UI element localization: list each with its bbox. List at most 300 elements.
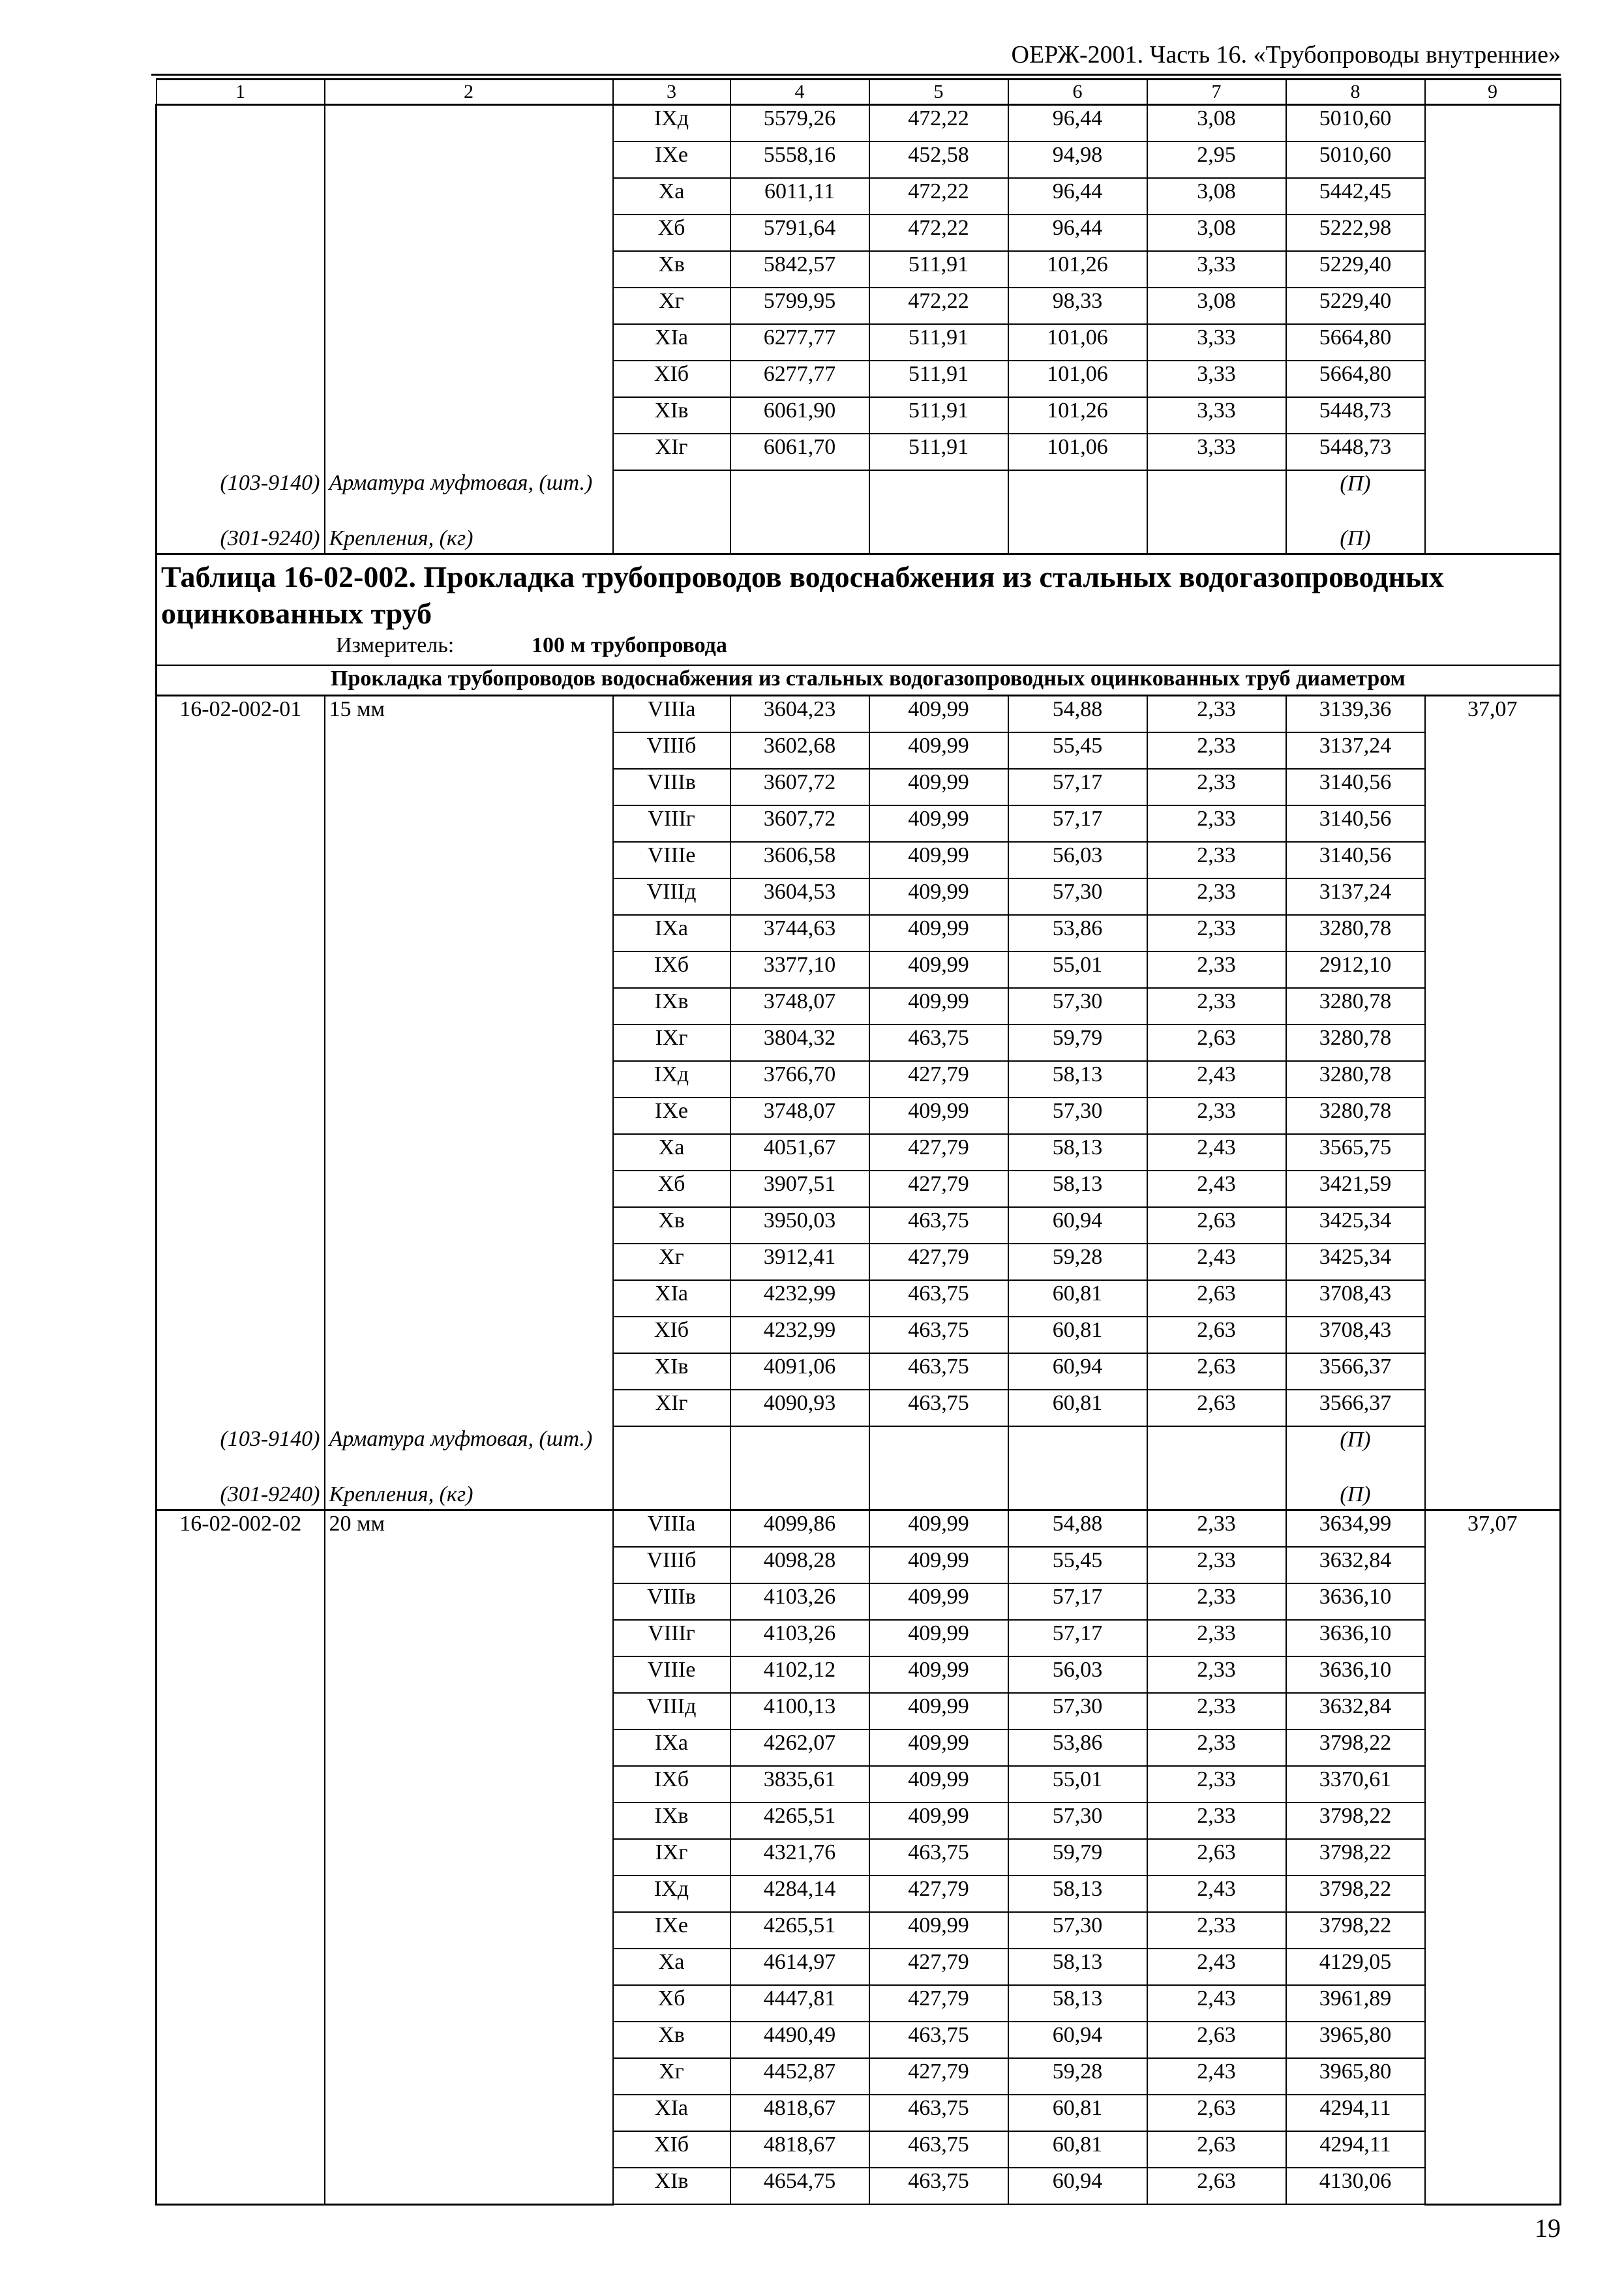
table-cell: 5799,95 <box>730 288 869 324</box>
empty-cell <box>730 470 869 526</box>
empty-cell <box>1425 1482 1561 1510</box>
rate-code-cell <box>157 769 325 805</box>
table-cell: 2,43 <box>1147 1985 1286 2022</box>
table-row <box>157 1839 1561 1876</box>
table-cell: 3607,72 <box>730 805 869 842</box>
table-cell: 3748,07 <box>730 988 869 1025</box>
table-cell: IXа <box>613 1729 730 1766</box>
table-cell: 409,99 <box>869 1766 1008 1803</box>
column9-cell <box>1425 1061 1561 1098</box>
table-row <box>157 915 1561 951</box>
rate-code-cell <box>157 324 325 361</box>
table-cell: 2,33 <box>1147 1583 1286 1620</box>
table-cell: 409,99 <box>869 696 1008 733</box>
table-cell: XIг <box>613 1390 730 1426</box>
rate-code-cell <box>157 251 325 288</box>
table-cell: 3565,75 <box>1286 1134 1425 1171</box>
table-cell: 2,95 <box>1147 142 1286 178</box>
diameter-cell <box>325 1839 613 1876</box>
table-row <box>157 178 1561 215</box>
table-cell: 511,91 <box>869 361 1008 397</box>
column9-cell <box>1425 732 1561 769</box>
empty-cell <box>1008 1482 1147 1510</box>
table-cell: 2,33 <box>1147 842 1286 878</box>
table-cell: 463,75 <box>869 1353 1008 1390</box>
table-cell: 6277,77 <box>730 361 869 397</box>
rate-code-cell <box>157 1912 325 1949</box>
diameter-cell <box>325 1949 613 1985</box>
rate-code-cell <box>157 1985 325 2022</box>
column-number-cell: 6 <box>1008 80 1147 105</box>
rate-code-cell <box>157 1171 325 1207</box>
table-cell: 409,99 <box>869 1547 1008 1583</box>
table-cell: 2,63 <box>1147 2168 1286 2204</box>
table-cell: 463,75 <box>869 2168 1008 2204</box>
table-cell: 3425,34 <box>1286 1207 1425 1244</box>
table-cell: 2,43 <box>1147 1171 1286 1207</box>
table-cell: 3634,99 <box>1286 1510 1425 1548</box>
table-cell: 60,81 <box>1008 1280 1147 1317</box>
diameter-cell <box>325 1098 613 1134</box>
diameter-cell <box>325 1280 613 1317</box>
table-cell: 4265,51 <box>730 1912 869 1949</box>
table-cell: 3798,22 <box>1286 1729 1425 1766</box>
empty-cell <box>730 526 869 554</box>
table-cell: 511,91 <box>869 324 1008 361</box>
subheader-cell: Прокладка трубопроводов водоснабжения из стальных водогазопроводных оцинкованных труб диаметром <box>157 665 1561 696</box>
rate-code-cell <box>157 805 325 842</box>
table-cell: 2,43 <box>1147 1876 1286 1912</box>
table-cell: 4294,11 <box>1286 2131 1425 2168</box>
column9-cell <box>1425 178 1561 215</box>
table-cell: 2,33 <box>1147 1098 1286 1134</box>
diameter-cell <box>325 215 613 251</box>
table-cell: Xб <box>613 1985 730 2022</box>
resource-row <box>157 1482 1561 1510</box>
table-cell: 3708,43 <box>1286 1317 1425 1353</box>
table-cell: 59,28 <box>1008 2058 1147 2095</box>
table-cell: VIIIг <box>613 805 730 842</box>
table-row <box>157 251 1561 288</box>
table-row <box>157 2058 1561 2095</box>
table-cell: 3632,84 <box>1286 1693 1425 1729</box>
rate-code-cell <box>157 1620 325 1656</box>
table-row <box>157 1244 1561 1280</box>
table-cell: 4099,86 <box>730 1510 869 1548</box>
diameter-cell <box>325 1134 613 1171</box>
rate-code-cell <box>157 915 325 951</box>
table-cell: 6061,90 <box>730 397 869 434</box>
table-cell: 4294,11 <box>1286 2095 1425 2131</box>
table-cell: 60,81 <box>1008 2095 1147 2131</box>
table-cell: 3280,78 <box>1286 1061 1425 1098</box>
table-cell: 4129,05 <box>1286 1949 1425 1985</box>
table-cell: 5010,60 <box>1286 105 1425 142</box>
empty-cell <box>613 1482 730 1510</box>
table-cell: 2,63 <box>1147 2131 1286 2168</box>
table-cell: 409,99 <box>869 951 1008 988</box>
subheader-row <box>157 665 1561 696</box>
table-cell: 2,63 <box>1147 1353 1286 1390</box>
table-cell: 409,99 <box>869 1510 1008 1548</box>
rate-code-cell <box>157 878 325 915</box>
diameter-cell <box>325 732 613 769</box>
table-cell: XIб <box>613 1317 730 1353</box>
diameter-cell <box>325 915 613 951</box>
table-cell: 427,79 <box>869 1876 1008 1912</box>
table-cell: 452,58 <box>869 142 1008 178</box>
table-cell: 3140,56 <box>1286 769 1425 805</box>
empty-cell <box>869 470 1008 526</box>
table-cell: 59,79 <box>1008 1025 1147 1061</box>
rate-code-cell <box>157 1839 325 1876</box>
table-row <box>157 105 1561 142</box>
table-cell: 2,63 <box>1147 2095 1286 2131</box>
table-row <box>157 397 1561 434</box>
table-cell: 2,33 <box>1147 1729 1286 1766</box>
table-cell: 2,43 <box>1147 1134 1286 1171</box>
empty-cell <box>730 1482 869 1510</box>
column9-cell <box>1425 1280 1561 1317</box>
resource-code-cell: (103-9140) <box>157 470 325 526</box>
table-cell: VIIIд <box>613 878 730 915</box>
empty-cell <box>613 470 730 526</box>
table-title: Таблица 16-02-002. Прокладка трубопроводов водоснабжения из стальных водогазопроводных оцинкованных труб <box>161 560 1444 630</box>
table-cell: Xв <box>613 2022 730 2058</box>
table-cell: VIIIе <box>613 842 730 878</box>
table-row <box>157 951 1561 988</box>
table-cell: 4100,13 <box>730 1693 869 1729</box>
table-cell: 4102,12 <box>730 1656 869 1693</box>
table-cell: XIа <box>613 1280 730 1317</box>
table-cell: 3602,68 <box>730 732 869 769</box>
diameter-cell <box>325 142 613 178</box>
column9-cell <box>1425 2131 1561 2168</box>
column9-cell <box>1425 805 1561 842</box>
table-cell: 60,81 <box>1008 1317 1147 1353</box>
table-cell: IXд <box>613 1061 730 1098</box>
table-cell: 463,75 <box>869 1390 1008 1426</box>
table-cell: Xв <box>613 251 730 288</box>
table-cell: IXг <box>613 1839 730 1876</box>
diameter-cell <box>325 1353 613 1390</box>
diameter-cell <box>325 1317 613 1353</box>
table-cell: 2,63 <box>1147 1025 1286 1061</box>
measure-line <box>161 632 1556 665</box>
table-cell: 4091,06 <box>730 1353 869 1390</box>
table-cell: 55,45 <box>1008 732 1147 769</box>
rate-code-cell <box>157 288 325 324</box>
table-cell: 2,63 <box>1147 1317 1286 1353</box>
table-cell: 2,33 <box>1147 1693 1286 1729</box>
table-cell: 427,79 <box>869 1061 1008 1098</box>
table-cell: 2,43 <box>1147 1949 1286 1985</box>
table-row <box>157 842 1561 878</box>
table-cell: 4452,87 <box>730 2058 869 2095</box>
diameter-cell <box>325 105 613 142</box>
diameter-cell <box>325 1583 613 1620</box>
table-row <box>157 1766 1561 1803</box>
table-cell: 4232,99 <box>730 1317 869 1353</box>
table-cell: 409,99 <box>869 1803 1008 1839</box>
rate-code-cell <box>157 1061 325 1098</box>
resource-code-cell: (103-9140) <box>157 1426 325 1482</box>
column9-cell <box>1425 105 1561 142</box>
column9-cell <box>1425 2168 1561 2204</box>
empty-cell <box>869 1426 1008 1482</box>
table-cell: 2,33 <box>1147 1803 1286 1839</box>
resource-name-cell: Арматура муфтовая, (шт.) <box>325 470 613 526</box>
table-row <box>157 361 1561 397</box>
table-cell: 2912,10 <box>1286 951 1425 988</box>
diameter-cell <box>325 842 613 878</box>
table-cell: 60,94 <box>1008 2168 1147 2204</box>
table-cell: 463,75 <box>869 1839 1008 1876</box>
column9-cell <box>1425 1839 1561 1876</box>
measure-label: Измеритель: <box>336 633 455 657</box>
resource-name-cell: Крепления, (кг) <box>325 526 613 554</box>
resource-mark-cell: (П) <box>1286 470 1425 526</box>
table-cell: 511,91 <box>869 397 1008 434</box>
table-cell: 56,03 <box>1008 842 1147 878</box>
table-row <box>157 1729 1561 1766</box>
column9-cell <box>1425 288 1561 324</box>
table-row <box>157 1280 1561 1317</box>
table-cell: 472,22 <box>869 215 1008 251</box>
table-cell: 6061,70 <box>730 434 869 470</box>
table-cell: IXд <box>613 1876 730 1912</box>
column9-cell <box>1425 215 1561 251</box>
table-row <box>157 1025 1561 1061</box>
rate-code-cell <box>157 1656 325 1693</box>
diameter-cell <box>325 1025 613 1061</box>
table-cell: 3748,07 <box>730 1098 869 1134</box>
table-cell: 3835,61 <box>730 1766 869 1803</box>
column9-cell <box>1425 1620 1561 1656</box>
table-cell: VIIIд <box>613 1693 730 1729</box>
diameter-cell <box>325 878 613 915</box>
table-cell: 58,13 <box>1008 1876 1147 1912</box>
column9-cell <box>1425 1985 1561 2022</box>
table-cell: VIIIг <box>613 1620 730 1656</box>
table-row <box>157 1134 1561 1171</box>
table-cell: 463,75 <box>869 2131 1008 2168</box>
table-cell: 5442,45 <box>1286 178 1425 215</box>
column-number-row <box>157 80 1561 105</box>
column9-cell <box>1425 1803 1561 1839</box>
table-cell: 3744,63 <box>730 915 869 951</box>
rate-code-cell <box>157 1693 325 1729</box>
table-cell: 463,75 <box>869 1025 1008 1061</box>
table-cell: 4818,67 <box>730 2131 869 2168</box>
table-cell: 427,79 <box>869 1134 1008 1171</box>
table-row <box>157 1510 1561 1548</box>
table-cell: XIв <box>613 1353 730 1390</box>
diameter-cell <box>325 805 613 842</box>
diameter-cell <box>325 178 613 215</box>
table-cell: 57,17 <box>1008 1620 1147 1656</box>
table-cell: 409,99 <box>869 769 1008 805</box>
empty-cell <box>1425 1426 1561 1482</box>
diameter-cell <box>325 434 613 470</box>
table-cell: 58,13 <box>1008 1985 1147 2022</box>
table-row <box>157 1171 1561 1207</box>
empty-cell <box>1008 526 1147 554</box>
rate-code-cell <box>157 1317 325 1353</box>
empty-cell <box>1425 526 1561 554</box>
table-cell: XIг <box>613 434 730 470</box>
column9-cell <box>1425 2095 1561 2131</box>
rate-code-cell <box>157 1583 325 1620</box>
table-cell: 3912,41 <box>730 1244 869 1280</box>
table-cell: 409,99 <box>869 805 1008 842</box>
table-cell: 3798,22 <box>1286 1912 1425 1949</box>
table-cell: 2,33 <box>1147 915 1286 951</box>
column-number-cell: 5 <box>869 80 1008 105</box>
table-cell: 3,33 <box>1147 324 1286 361</box>
rate-code-cell <box>157 215 325 251</box>
rates-table <box>155 78 1561 2206</box>
table-row <box>157 142 1561 178</box>
column9-cell <box>1425 1876 1561 1912</box>
column9-cell: 37,07 <box>1425 1510 1561 1548</box>
table-cell: XIа <box>613 2095 730 2131</box>
table-cell: 3,08 <box>1147 105 1286 142</box>
table-cell: 59,28 <box>1008 1244 1147 1280</box>
table-cell: 3370,61 <box>1286 1766 1425 1803</box>
rate-code-cell <box>157 2168 325 2204</box>
rate-code-cell <box>157 2022 325 2058</box>
table-row <box>157 1390 1561 1426</box>
column-number-cell: 7 <box>1147 80 1286 105</box>
table-cell: 3604,23 <box>730 696 869 733</box>
table-cell: 3140,56 <box>1286 842 1425 878</box>
rate-code-cell <box>157 1547 325 1583</box>
table-cell: 4103,26 <box>730 1583 869 1620</box>
table-cell: 3137,24 <box>1286 732 1425 769</box>
running-header-title: ОЕРЖ-2001. Часть 16. «Трубопроводы внутренние» <box>1011 41 1561 68</box>
resource-code-cell: (301-9240) <box>157 526 325 554</box>
table-cell: 3604,53 <box>730 878 869 915</box>
empty-cell <box>1147 1426 1286 1482</box>
table-cell: 2,33 <box>1147 988 1286 1025</box>
table-cell: 4262,07 <box>730 1729 869 1766</box>
table-cell: 3708,43 <box>1286 1280 1425 1317</box>
table-cell: 472,22 <box>869 105 1008 142</box>
table-cell: 3139,36 <box>1286 696 1425 733</box>
table-cell: 2,43 <box>1147 1244 1286 1280</box>
table-cell: 5229,40 <box>1286 288 1425 324</box>
table-cell: 59,79 <box>1008 1839 1147 1876</box>
table-cell: 3965,80 <box>1286 2058 1425 2095</box>
table-cell: 60,94 <box>1008 1207 1147 1244</box>
rate-code-cell <box>157 2131 325 2168</box>
table-cell: 4321,76 <box>730 1839 869 1876</box>
table-row <box>157 1547 1561 1583</box>
diameter-cell <box>325 1547 613 1583</box>
table-cell: 4232,99 <box>730 1280 869 1317</box>
column9-cell <box>1425 842 1561 878</box>
table-cell: 409,99 <box>869 915 1008 951</box>
rate-code-cell <box>157 434 325 470</box>
table-row <box>157 1693 1561 1729</box>
column9-cell <box>1425 1134 1561 1171</box>
table-cell: 5664,80 <box>1286 361 1425 397</box>
table-cell: 463,75 <box>869 1280 1008 1317</box>
diameter-cell <box>325 1656 613 1693</box>
table-cell: 4051,67 <box>730 1134 869 1171</box>
rate-code-cell: 16-02-002-02 <box>157 1510 325 1548</box>
column9-cell <box>1425 1766 1561 1803</box>
diameter-cell: 20 мм <box>325 1510 613 1548</box>
table-cell: 2,43 <box>1147 2058 1286 2095</box>
rate-code-cell <box>157 1949 325 1985</box>
column9-cell <box>1425 1693 1561 1729</box>
rate-code-cell <box>157 1353 325 1390</box>
table-cell: 409,99 <box>869 988 1008 1025</box>
column9-cell <box>1425 878 1561 915</box>
rate-code-cell <box>157 1207 325 1244</box>
table-cell: 511,91 <box>869 251 1008 288</box>
table-cell: 2,33 <box>1147 696 1286 733</box>
rate-code-cell <box>157 1025 325 1061</box>
table-row <box>157 2168 1561 2204</box>
resource-row <box>157 1426 1561 1482</box>
table-cell: 4654,75 <box>730 2168 869 2204</box>
table-cell: 5448,73 <box>1286 434 1425 470</box>
table-cell: 3,33 <box>1147 251 1286 288</box>
empty-cell <box>1008 470 1147 526</box>
table-cell: IXв <box>613 1803 730 1839</box>
table-cell: IXв <box>613 988 730 1025</box>
table-cell: 2,33 <box>1147 732 1286 769</box>
table-cell: 3,08 <box>1147 288 1286 324</box>
table-cell: 4098,28 <box>730 1547 869 1583</box>
table-cell: 409,99 <box>869 1693 1008 1729</box>
rate-code-cell <box>157 142 325 178</box>
table-cell: 3636,10 <box>1286 1656 1425 1693</box>
table-cell: 96,44 <box>1008 178 1147 215</box>
table-cell: 58,13 <box>1008 1061 1147 1098</box>
column9-cell <box>1425 1098 1561 1134</box>
table-cell: VIIIа <box>613 1510 730 1548</box>
table-cell: 3607,72 <box>730 769 869 805</box>
resource-code-cell: (301-9240) <box>157 1482 325 1510</box>
table-cell: 463,75 <box>869 2095 1008 2131</box>
table-cell: 57,30 <box>1008 1098 1147 1134</box>
column9-cell <box>1425 251 1561 288</box>
empty-cell <box>1147 470 1286 526</box>
table-row <box>157 1317 1561 1353</box>
rate-code-cell <box>157 1280 325 1317</box>
table-cell: 4103,26 <box>730 1620 869 1656</box>
table-cell: 101,06 <box>1008 361 1147 397</box>
table-cell: IXа <box>613 915 730 951</box>
table-cell: 3,33 <box>1147 361 1286 397</box>
table-row <box>157 1876 1561 1912</box>
table-cell: 472,22 <box>869 288 1008 324</box>
table-cell: 409,99 <box>869 732 1008 769</box>
column-number-cell: 1 <box>157 80 325 105</box>
table-cell: 3421,59 <box>1286 1171 1425 1207</box>
table-cell: Xа <box>613 1949 730 1985</box>
table-cell: 4447,81 <box>730 1985 869 2022</box>
table-cell: 4090,93 <box>730 1390 869 1426</box>
diameter-cell <box>325 397 613 434</box>
table-cell: 3950,03 <box>730 1207 869 1244</box>
page-number: 19 <box>1535 2213 1561 2243</box>
table-cell: 2,63 <box>1147 1839 1286 1876</box>
